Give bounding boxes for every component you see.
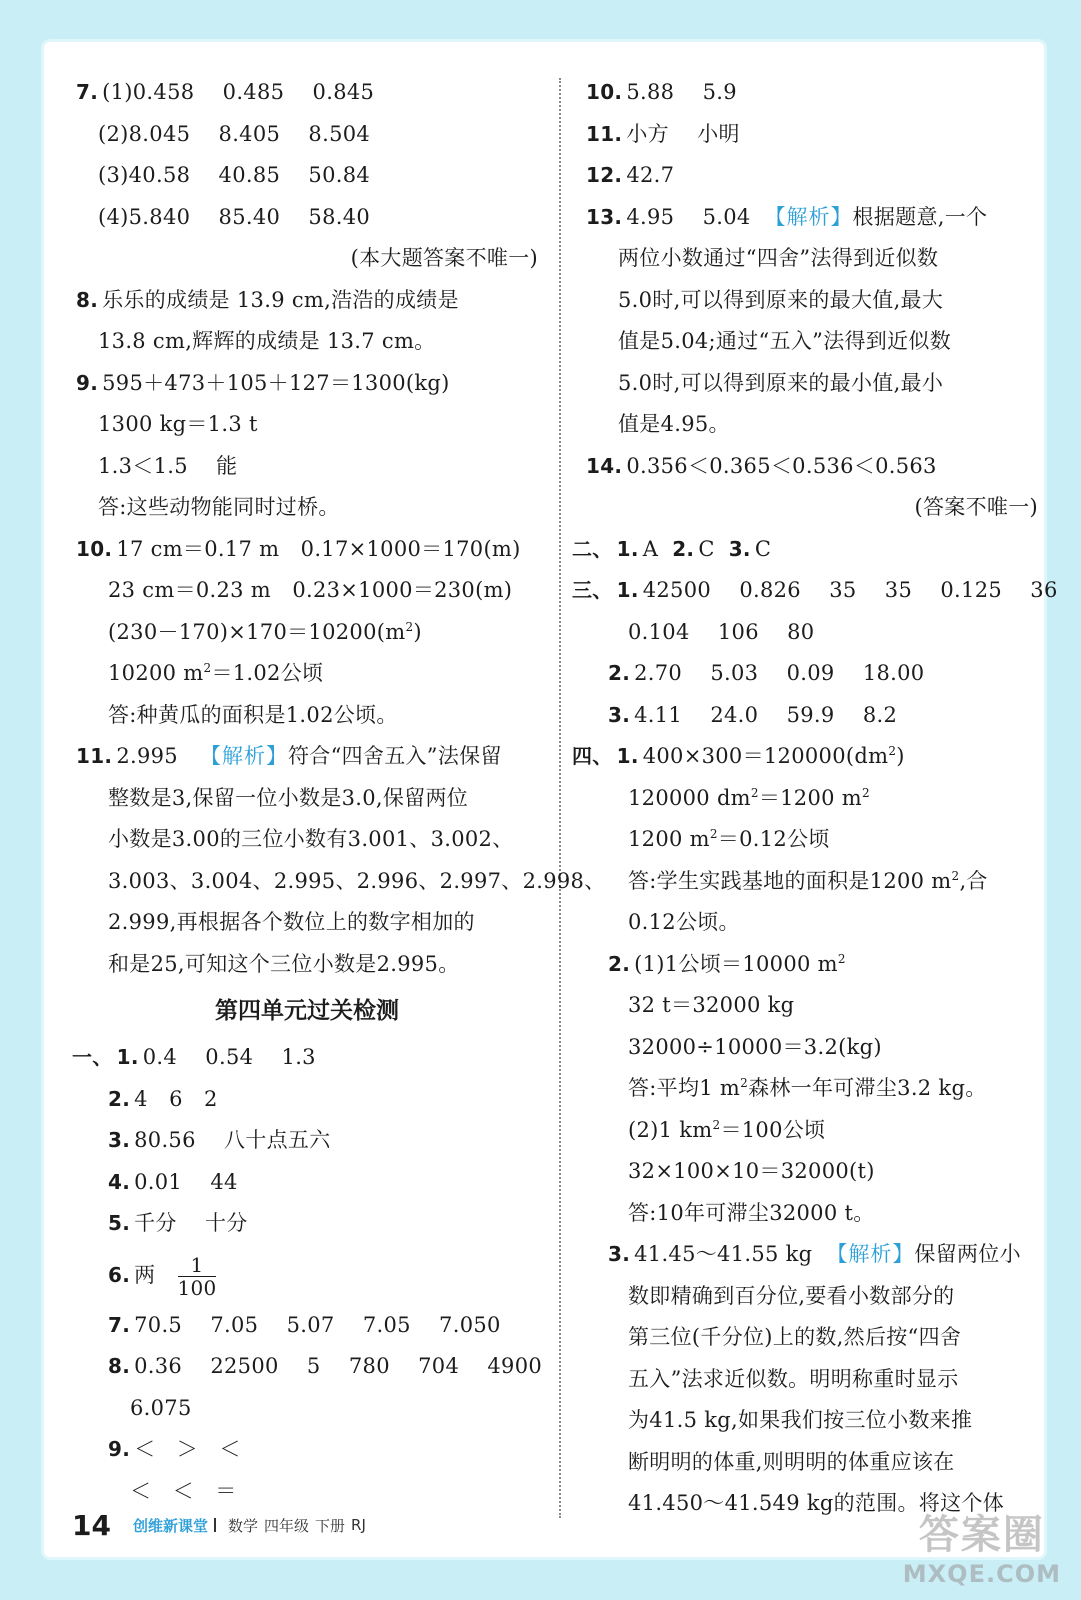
- answer-10-line-3: $(230-170)\times 170=10200(m^2)$: [108, 619, 422, 644]
- sec4-item-2-line-2: 32 t＝32000 kg: [628, 993, 795, 1017]
- answer-r10: 10. 5.88 5.9: [586, 80, 737, 104]
- footer-separator: [214, 1518, 216, 1532]
- answer-r13-line-3: 5.0时,可以得到原来的最大值,最大: [618, 287, 944, 312]
- sec1-item-9: 9. ＜ ＞ ＜: [108, 1437, 241, 1461]
- sec1-item-8-cont: 6.075: [130, 1395, 192, 1420]
- left-line-0: 7. (1)0.458 0.485 0.845: [76, 72, 538, 114]
- answer-r13-line-6: 值是4.95。: [618, 412, 730, 436]
- sec1-item-2: 2. 4 6 2: [108, 1086, 218, 1111]
- sec2-answers: 二、 1. A 2. C 3. C: [572, 536, 772, 561]
- answer-11-line-4: 3.003、3.004、2.995、2.996、2.997、2.998、: [108, 868, 606, 893]
- sec4-item-2-line-4: 答:平均1 $m^2$森林一年可滞尘3.2 kg。: [628, 1076, 987, 1100]
- analysis-tag: 【解析】: [764, 204, 853, 229]
- fraction: $\frac{1}{100}$: [177, 1252, 217, 1300]
- sec3-item-1-cont: 0.104 106 80: [628, 619, 815, 644]
- sec4-item-3-line-7: 41.450～41.549 kg的范围。将这个体: [628, 1491, 1005, 1515]
- answer-11-line-2: 整数是3,保留一位小数是3.0,保留两位: [108, 785, 469, 810]
- left-line-7: 9. 595＋473＋105＋127＝1300(kg): [76, 363, 538, 405]
- question-number: 9.: [76, 370, 99, 395]
- answer-r13-line-4: 值是5.04;通过“五入”法得到近似数: [618, 329, 952, 353]
- left-line-6: 13.8 cm,辉辉的成绩是 13.7 cm。: [98, 329, 436, 353]
- sec1-item-1: 一、 1. 0.4 0.54 1.3: [72, 1045, 316, 1069]
- question-number: 8.: [76, 287, 99, 312]
- sec4-item-1-line-3: 1200 $m^2=0.12$公顷: [628, 827, 830, 851]
- left-answer-lines: [76, 72, 538, 529]
- left-line-10: 答:这些动物能同时过桥。: [98, 495, 340, 519]
- answer-r14-note: (答案不唯一): [914, 495, 1038, 519]
- left-line-4: (本大题答案不唯一): [350, 246, 538, 270]
- left-line-9: 1.3＜1.5 能: [98, 453, 238, 478]
- answer-10-line-2: 23 cm＝0.23 m 0.23×1000＝230(m): [108, 578, 513, 602]
- answer-r13-line-1: 13. 4.95 5.04 【解析】根据题意,一个: [586, 204, 988, 229]
- analysis-tag: 【解析】: [826, 1242, 915, 1266]
- sec4-item-3-line-5: 为41.5 kg,如果我们按三位小数来推: [628, 1408, 973, 1432]
- answer-10-line-5: 答:种黄瓜的面积是1.02公顷。: [108, 702, 398, 727]
- column-divider: [559, 78, 561, 1518]
- answer-10-line-4: 10200 $m^2=1.02$公顷: [108, 661, 324, 685]
- sec4-item-3-line-1: 3. 41.45～41.55 kg 【解析】保留两位小: [608, 1242, 1021, 1266]
- sec4-item-3-line-2: 数即精确到百分位,要看小数部分的: [628, 1283, 955, 1308]
- answer-r13-line-5: 5.0时,可以得到原来的最小值,最小: [618, 370, 944, 395]
- sec1-item-5: 5. 千分 十分: [108, 1211, 248, 1235]
- left-line-3: (4)5.840 85.40 58.40: [98, 204, 371, 229]
- sec4-item-3-line-3: 第三位(千分位)上的数,然后按“四舍: [628, 1325, 962, 1349]
- answer-10-line-1: 10. 17 cm＝0.17 m 0.17×1000＝170(m): [76, 529, 538, 571]
- page-number: 14: [72, 1508, 111, 1542]
- watermark-logo: 答案圈 MXQE.COM: [902, 1512, 1061, 1588]
- sec4-item-2-line-5: (2)1 $km^2=100$公顷: [628, 1117, 826, 1142]
- left-line-8: 1300 kg＝1.3 t: [98, 412, 258, 436]
- page-footer: [72, 1505, 366, 1545]
- unit-title: 第四单元过关检测: [215, 998, 399, 1024]
- sec1-item-8: 8. 0.36 22500 5 780 704 4900: [108, 1354, 543, 1378]
- sec1-item-3: 3. 80.56 八十点五六: [108, 1128, 331, 1152]
- sec1-item-9-cont: ＜ ＜ ＝: [130, 1478, 237, 1503]
- sec4-item-2-line-3: 32000÷10000＝3.2(kg): [628, 1034, 882, 1059]
- sec4-item-1-line-4: 答:学生实践基地的面积是1200 $m^2$,合: [628, 868, 988, 893]
- answer-r11: 11. 小方 小明: [586, 121, 740, 146]
- answer-11-line-5: 2.999,再根据各个数位上的数字相加的: [108, 910, 475, 934]
- sec3-item-2: 2. 2.70 5.03 0.09 18.00: [608, 661, 925, 685]
- answer-r12: 12. 42.7: [586, 163, 675, 187]
- question-number: 7.: [76, 80, 99, 104]
- left-line-5: 8. 乐乐的成绩是 13.9 cm,浩浩的成绩是: [76, 280, 538, 322]
- answer-11-line-6: 和是25,可知这个三位小数是2.995。: [108, 951, 460, 976]
- left-column: [72, 72, 606, 1512]
- answer-11-line-1: 11. 2.995 【解析】符合“四舍五入”法保留: [76, 744, 502, 768]
- footer-edition: RJ: [351, 1516, 366, 1534]
- sec4-item-3-line-4: 五入”法求近似数。明明称重时显示: [628, 1366, 959, 1391]
- sec3-item-1: 三、 1. 42500 0.826 35 35 0.125 36: [572, 578, 1058, 602]
- question-number: 10.: [76, 536, 113, 561]
- left-line-2: (3)40.58 40.85 50.84: [98, 163, 371, 187]
- sec4-item-2-line-6: 32×100×10＝32000(t): [628, 1159, 875, 1183]
- sec4-item-3-line-6: 断明明的体重,则明明的体重应该在: [628, 1449, 955, 1474]
- sec4-item-1-line-1: 四、 1. $400\times 300=120000(dm^2)$: [572, 744, 905, 768]
- right-column: [572, 72, 1058, 1525]
- sec4-item-1-line-2: 120000 $dm^2=1200$ $m^2$: [628, 785, 870, 810]
- footer-grade: 四年级: [264, 1516, 310, 1535]
- sec4-item-2-line-7: 答:10年可滞尘32000 t。: [628, 1200, 875, 1225]
- footer-subject: 数学: [227, 1516, 258, 1535]
- sec4-item-2-line-1: 2. (1)1公顷＝10000 $m^2$: [608, 951, 846, 976]
- sec1-item-4: 4. 0.01 44: [108, 1169, 238, 1194]
- brand-name: 创维新课堂: [132, 1516, 208, 1535]
- left-line-1: (2)8.045 8.405 8.504: [98, 121, 371, 146]
- sec4-item-1-line-5: 0.12公顷。: [628, 910, 740, 934]
- sec1-item-7: 7. 70.5 7.05 5.07 7.05 7.050: [108, 1312, 501, 1337]
- sec1-item-6: 6. 两 $\frac{1}{100}$: [108, 1252, 217, 1300]
- sec3-item-3: 3. 4.11 24.0 59.9 8.2: [608, 702, 898, 727]
- answer-r13-line-2: 两位小数通过“四舍”法得到近似数: [618, 246, 939, 270]
- answer-11-line-3: 小数是3.00的三位小数有3.001、3.002、: [108, 827, 514, 851]
- answer-r14: 14. 0.356＜0.365＜0.536＜0.563: [586, 453, 937, 478]
- analysis-tag: 【解析】: [199, 744, 288, 768]
- footer-term: 下册: [315, 1516, 346, 1535]
